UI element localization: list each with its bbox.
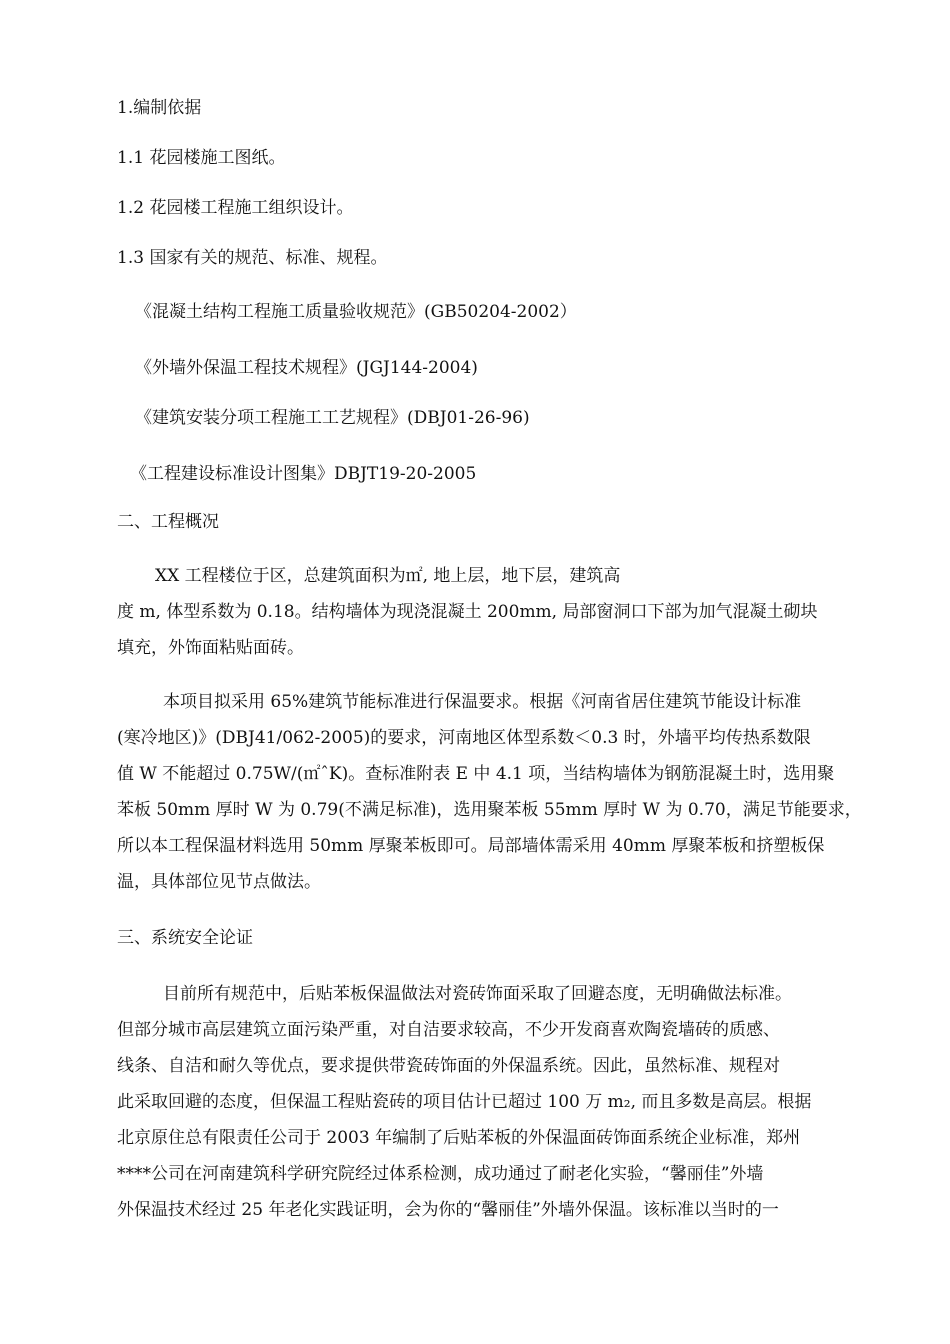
paragraph-line: 目前所有规范中，后贴苯板保温做法对瓷砖饰面采取了回避态度，无明确做法标准。 <box>163 984 792 1004</box>
section-1-heading: 1.编制依据 <box>117 98 202 118</box>
standard-item-4: 《工程建设标准设计图集》DBJT19-20-2005 <box>130 464 477 484</box>
basis-item-3: 1.3 国家有关的规范、标准、规程。 <box>117 248 388 268</box>
paragraph-line: 北京原住总有限责任公司于 2003 年编制了后贴苯板的外保温面砖饰面系统企业标准，郑州 <box>117 1128 801 1148</box>
paragraph-line: 本项目拟采用 65%建筑节能标准进行保温要求。根据《河南省居住建筑节能设计标准 <box>163 692 802 712</box>
paragraph-line: 苯板 50mm 厚时 W 为 0.79(不满足标准)，选用聚苯板 55mm 厚时 W 为 0.70，满足节能要求， <box>117 800 862 820</box>
section-2-heading: 二、工程概况 <box>117 512 219 532</box>
section-3-heading: 三、系统安全论证 <box>117 928 253 948</box>
paragraph-line: XX 工程楼位于区，总建筑面积为㎡, 地上层，地下层，建筑高 <box>155 566 621 586</box>
paragraph-line: 线条、自洁和耐久等优点，要求提供带瓷砖饰面的外保温系统。因此，虽然标准、规程对 <box>117 1056 780 1076</box>
paragraph-line: 填充，外饰面粘贴面砖。 <box>117 638 304 658</box>
paragraph-line: 外保温技术经过 25 年老化实践证明，会为你的“馨丽佳”外墙外保温。该标准以当时的一 <box>117 1200 779 1220</box>
paragraph-line: 但部分城市高层建筑立面污染严重，对自洁要求较高，不少开发商喜欢陶瓷墙砖的质感、 <box>117 1020 780 1040</box>
paragraph-line: 此采取回避的态度，但保温工程贴瓷砖的项目估计已超过 100 万 m₂, 而且多数是高层。根据 <box>117 1092 812 1112</box>
basis-item-1: 1.1 花园楼施工图纸。 <box>117 148 286 168</box>
standard-item-3: 《建筑安装分项工程施工工艺规程》(DBJ01-26-96) <box>135 408 530 428</box>
paragraph-line: 度 m, 体型系数为 0.18。结构墙体为现浇混凝土 200mm, 局部窗洞口下部为加气混凝土砌块 <box>117 602 818 622</box>
paragraph-line: 值 W 不能超过 0.75W/(㎡ˆK)。查标准附表 E 中 4.1 项，当结构墙体为钢筋混凝土时，选用聚 <box>117 764 835 784</box>
paragraph-line: 所以本工程保温材料选用 50mm 厚聚苯板即可。局部墙体需采用 40mm 厚聚苯板和挤塑板保 <box>117 836 825 856</box>
paragraph-line: (寒冷地区)》(DBJ41/062-2005)的要求，河南地区体型系数＜0.3 时，外墙平均传热系数限 <box>117 728 811 748</box>
paragraph-line: ****公司在河南建筑科学研究院经过体系检测，成功通过了耐老化实验，“馨丽佳”外墙 <box>117 1164 764 1184</box>
standard-item-1: 《混凝土结构工程施工质量验收规范》(GB50204-2002） <box>135 302 577 322</box>
standard-item-2: 《外墙外保温工程技术规程》(JGJ144-2004) <box>135 358 478 378</box>
basis-item-2: 1.2 花园楼工程施工组织设计。 <box>117 198 354 218</box>
paragraph-line: 温，具体部位见节点做法。 <box>117 872 321 892</box>
